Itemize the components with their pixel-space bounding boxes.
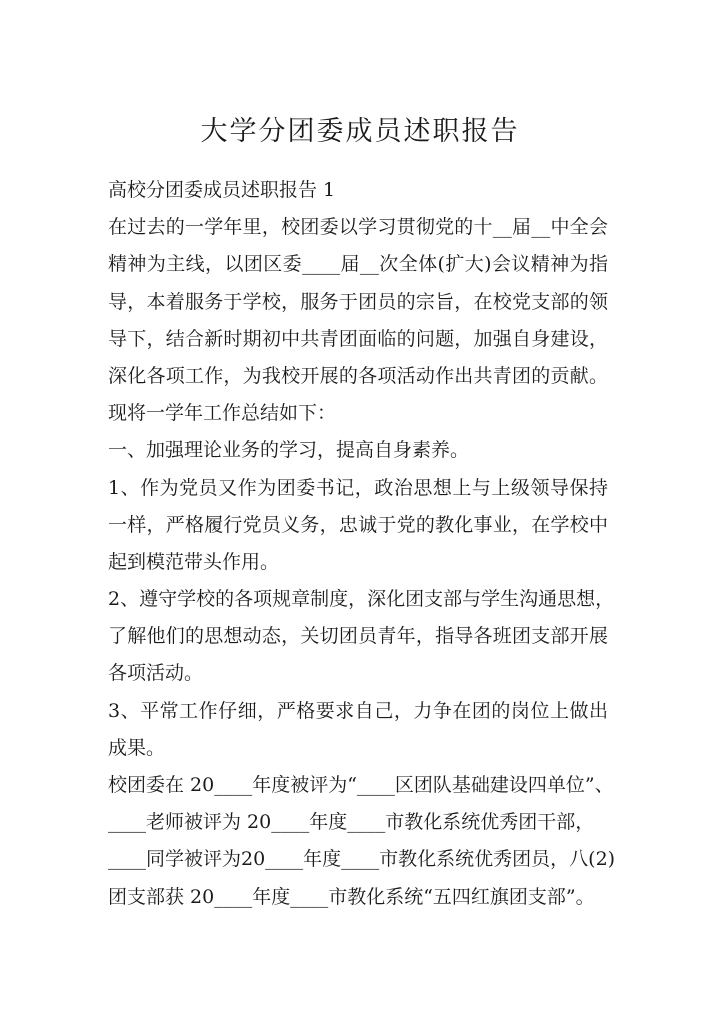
paragraph-line: 成果。 [108,736,166,759]
paragraph-line: 深化各项工作，为我校开展的各项活动作出共青团的贡献。 [108,364,608,387]
paragraph-line: 一样，严格履行党员义务，忠诚于党的教化事业，在学校中 [108,513,608,536]
paragraph-line: 导下，结合新时期初中共青团面临的问题，加强自身建设， [108,327,608,350]
paragraph-line: 2、遵守学校的各项规章制度，深化团支部与学生沟通思想， [108,588,615,611]
paragraph-line: 了解他们的思想动态，关切团员青年，指导各班团支部开展 [108,625,608,648]
paragraph-line: 1、作为党员又作为团委书记，政治思想上与上级领导保持 [108,476,608,499]
paragraph-line: 各项活动。 [108,662,204,685]
paragraph-line: 在过去的一学年里，校团委以学习贯彻党的十__届__中全会 [108,216,608,239]
paragraph-line: 校团委在 20____年度被评为“____区团队基础建设四单位”、 [108,774,614,796]
paragraph-line: 起到模范带头作用。 [108,550,280,573]
document-body [108,172,616,916]
document-title: 大学分团委成员述职报告 [200,116,520,147]
section-heading: 高校分团委成员述职报告 1 [108,179,336,201]
paragraph-line: ____同学被评为20____年度____市教化系统优秀团员，八(2) [108,848,616,871]
paragraph-line: 导，本着服务于学校，服务于团员的宗旨，在校党支部的领 [108,290,608,313]
paragraph-line: 精神为主线，以团区委____届__次全体(扩大)会议精神为指 [108,253,608,276]
list-heading: 一、加强理论业务的学习，提高自身素养。 [108,439,470,462]
paragraph-line: 3、平常工作仔细，严格要求自己，力争在团的岗位上做出 [108,699,608,722]
paragraph-line: ____老师被评为 20____年度____市教化系统优秀团干部， [108,811,595,834]
paragraph-line: 团支部获 20____年度____市教化系统“五四红旗团支部”。 [108,885,595,908]
paragraph-line: 现将一学年工作总结如下： [108,402,337,425]
